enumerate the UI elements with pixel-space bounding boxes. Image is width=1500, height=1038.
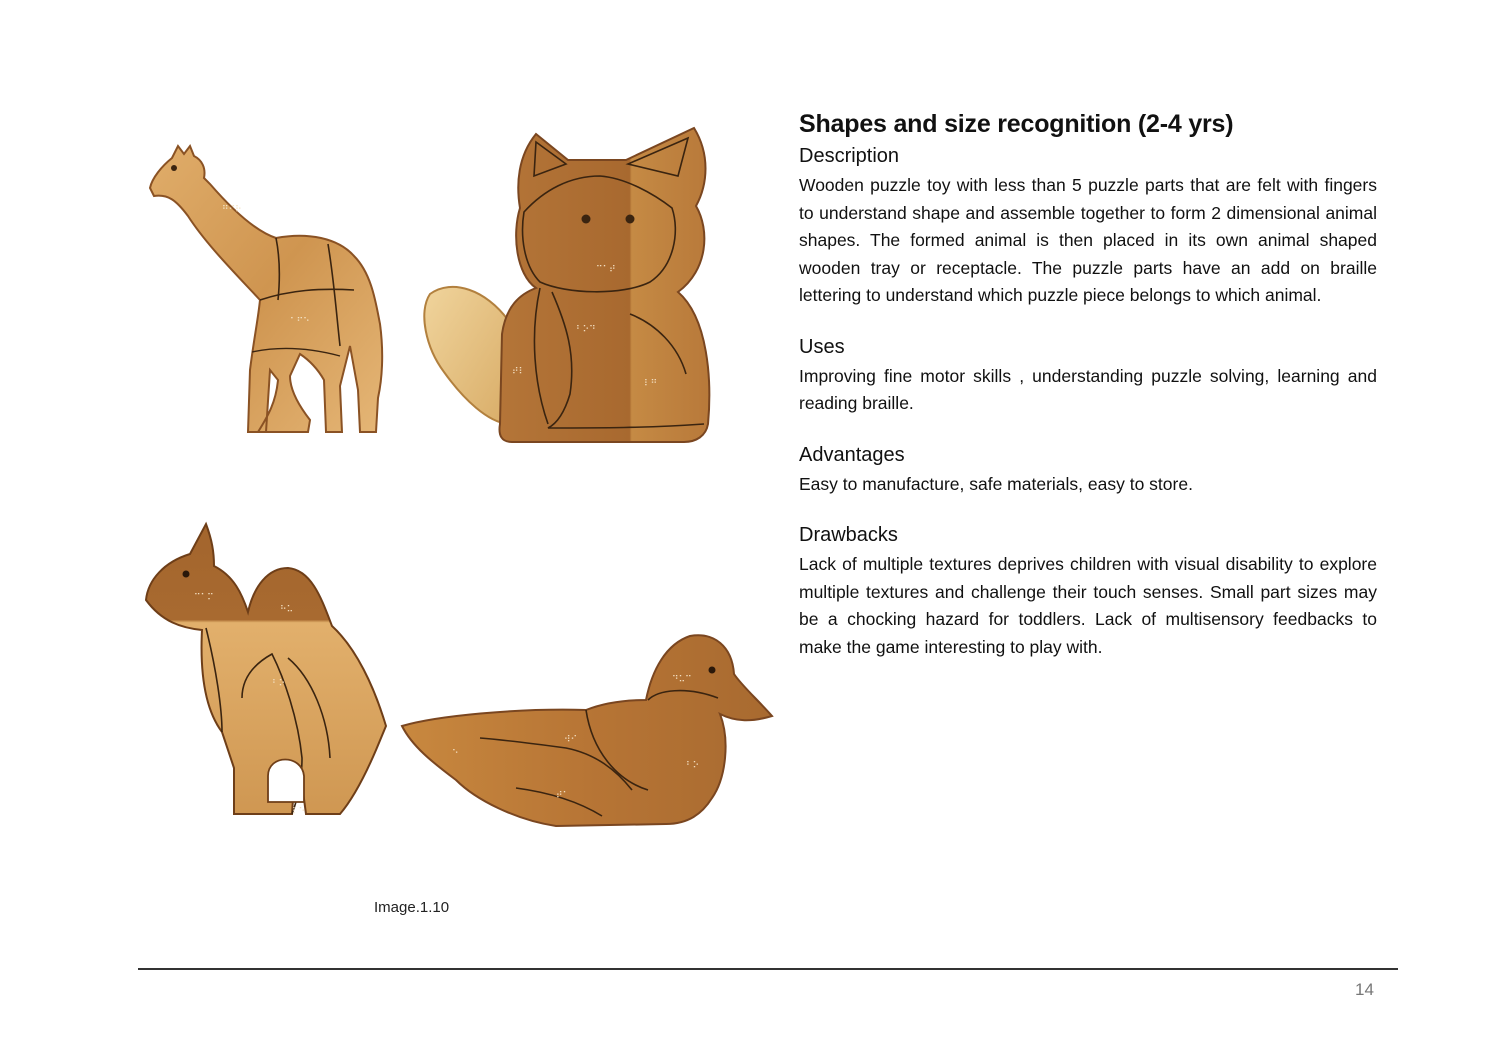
braille-dots: ⠛⠊⠗ xyxy=(222,205,242,215)
uses-section xyxy=(799,336,1377,418)
description-heading: Description xyxy=(799,145,900,167)
advantages-heading: Advantages xyxy=(799,443,905,466)
uses-text: Improving fine motor skills , understanding puzzle solving, learning and reading braille. xyxy=(799,365,1377,413)
drawbacks-section xyxy=(799,524,1377,661)
braille-dots: ⠇⠑ xyxy=(292,807,306,817)
braille-dots: ⠇⠛ xyxy=(644,379,658,389)
drawbacks-heading: Drawbacks xyxy=(799,524,898,546)
drawbacks-text: Lack of multiple textures deprives children with visual disability to explore multiple textures and challenge their touch senses. Small part sizes may be a chocking hazard for toddlers. Lack of multisensory feedbacks to make the game interesting to play with. xyxy=(799,554,1377,657)
braille-dots: ⠓⠥ xyxy=(280,605,294,615)
braille-dots: ⠃⠕ xyxy=(686,761,700,771)
description-text: Wooden puzzle toy with less than 5 puzzle parts that are felt with fingers to understand shape and assemble together to form 2 dimensional animal shapes. The formed animal is then placed in its own animal shaped wooden tray or receptacle. The puzzle parts have an add on braille lettering to understand which puzzle piece belongs to which animal. xyxy=(799,175,1377,305)
braille-dots: ⠞⠇ xyxy=(512,367,526,377)
text-column xyxy=(799,110,1377,687)
duck-puzzle-image xyxy=(396,630,776,830)
braille-dots: ⠉⠁⠍ xyxy=(194,593,214,603)
camel-puzzle-image xyxy=(142,518,392,818)
giraffe-puzzle-image xyxy=(140,140,390,440)
description-section xyxy=(799,145,1377,310)
uses-heading: Uses xyxy=(799,335,845,358)
braille-dots: ⠑ xyxy=(452,749,459,759)
advantages-section xyxy=(799,444,1377,499)
cat-puzzle-image xyxy=(416,124,716,444)
braille-dots: ⠞⠁ xyxy=(556,791,570,801)
braille-dots: ⠃⠕⠙ xyxy=(576,325,596,335)
braille-dots: ⠉⠁⠞ xyxy=(596,265,616,275)
braille-dots: ⠃⠕ xyxy=(272,679,286,689)
braille-dots: ⠙⠥⠉ xyxy=(672,675,692,685)
page-title: Shapes and size recognition (2-4 yrs) xyxy=(799,110,1234,138)
page-number: 14 xyxy=(1355,980,1374,999)
braille-dots: ⠺⠊ xyxy=(564,735,578,745)
braille-dots: ⠁⠋⠑ xyxy=(290,317,310,327)
advantages-text: Easy to manufacture, safe materials, easy to store. xyxy=(799,473,1193,494)
image-caption: Image.1.10 xyxy=(374,899,450,916)
footer-rule xyxy=(138,968,1398,970)
